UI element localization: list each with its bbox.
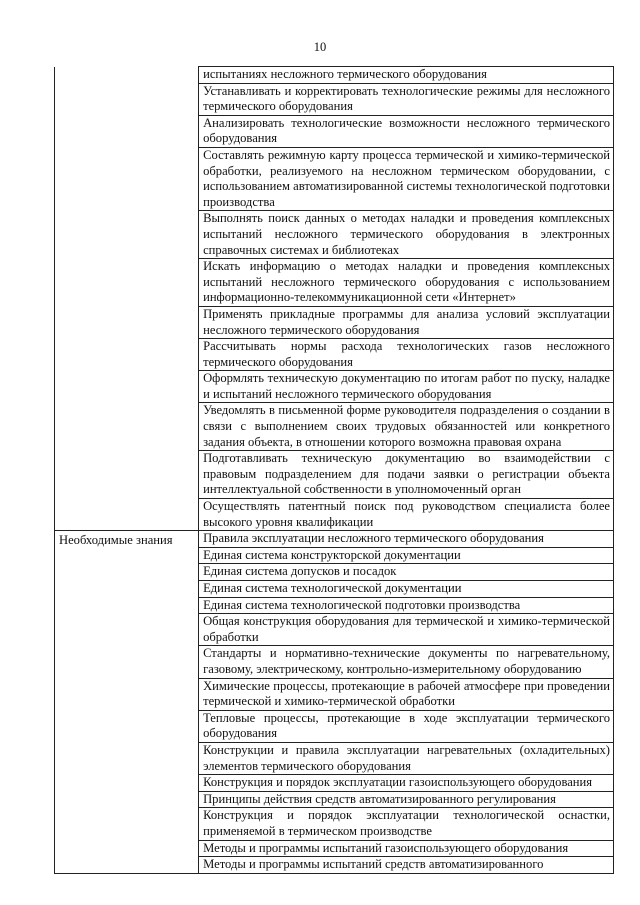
requirement-text: испытаниях несложного термического оборудования xyxy=(199,67,614,84)
requirement-text: Искать информацию о методах наладки и проведения комплексных испытаний несложного термического оборудования с использованием информационно-телекоммуникационной сети «Интернет» xyxy=(199,259,614,307)
requirement-text: Единая система технологической подготовки производства xyxy=(199,597,614,614)
requirement-text: Оформлять техническую документацию по итогам работ по пуску, наладке и испытаний несложного термического оборудования xyxy=(199,371,614,403)
section-label-knowledge: Необходимые знания xyxy=(55,531,199,873)
requirement-text: Методы и программы испытаний средств автоматизированного xyxy=(199,857,614,874)
requirement-text: Уведомлять в письменной форме руководителя подразделения о создании в связи с выполнением своих трудовых обязанностей или конкретного задания объекта, в отношении которого возможна правовая охрана xyxy=(199,403,614,451)
requirement-text: Выполнять поиск данных о методах наладки и проведения комплексных испытаний несложного термического оборудования в электронных справочных системах и библиотеках xyxy=(199,211,614,259)
requirement-text: Стандарты и нормативно-технические документы по нагревательному, газовому, электрическому, контрольно-измерительному оборудованию xyxy=(199,646,614,678)
requirement-text: Осуществлять патентный поиск под руководством специалиста более высокого уровня квалификации xyxy=(199,499,614,531)
competency-table xyxy=(54,66,614,874)
requirement-text: Подготавливать техническую документацию во взаимодействии с правовым подразделением для подачи заявки о регистрации объекта интеллектуальной собственности в уполномоченный орган xyxy=(199,451,614,499)
requirement-text: Принципы действия средств автоматизированного регулирования xyxy=(199,791,614,808)
requirement-text: Конструкции и правила эксплуатации нагревательных (охладительных) элементов термического оборудования xyxy=(199,742,614,774)
skill-row xyxy=(55,67,614,84)
requirement-text: Единая система технологической документации xyxy=(199,581,614,598)
knowledge-row xyxy=(55,531,614,548)
requirement-text: Применять прикладные программы для анализа условий эксплуатации несложного термического оборудования xyxy=(199,306,614,338)
requirement-text: Конструкция и порядок эксплуатации газоиспользующего оборудования xyxy=(199,775,614,792)
continued-section-cell xyxy=(55,67,199,531)
requirement-text: Конструкция и порядок эксплуатации технологической оснастки, применяемой в термическом производстве xyxy=(199,808,614,840)
requirement-text: Анализировать технологические возможности несложного термического оборудования xyxy=(199,115,614,147)
requirement-text: Рассчитывать нормы расхода технологических газов несложного термического оборудования xyxy=(199,339,614,371)
requirement-text: Общая конструкция оборудования для термической и химико-термической обработки xyxy=(199,614,614,646)
requirement-text: Единая система допусков и посадок xyxy=(199,564,614,581)
requirement-text: Единая система конструкторской документации xyxy=(199,547,614,564)
requirement-text: Тепловые процессы, протекающие в ходе эксплуатации термического оборудования xyxy=(199,710,614,742)
page-number: 10 xyxy=(313,40,327,54)
requirement-text: Устанавливать и корректировать технологические режимы для несложного термического оборудования xyxy=(199,83,614,115)
table-body xyxy=(55,67,614,874)
requirement-text: Методы и программы испытаний газоиспользующего оборудования xyxy=(199,840,614,857)
requirement-text: Правила эксплуатации несложного термического оборудования xyxy=(199,531,614,548)
requirement-text: Химические процессы, протекающие в рабочей атмосфере при проведении термической и химико-термической обработки xyxy=(199,678,614,710)
requirement-text: Составлять режимную карту процесса термической и химико-термической обработки, реализуемого на несложном термическом оборудовании, с использованием автоматизированной системы технологической подготовки производства xyxy=(199,147,614,210)
